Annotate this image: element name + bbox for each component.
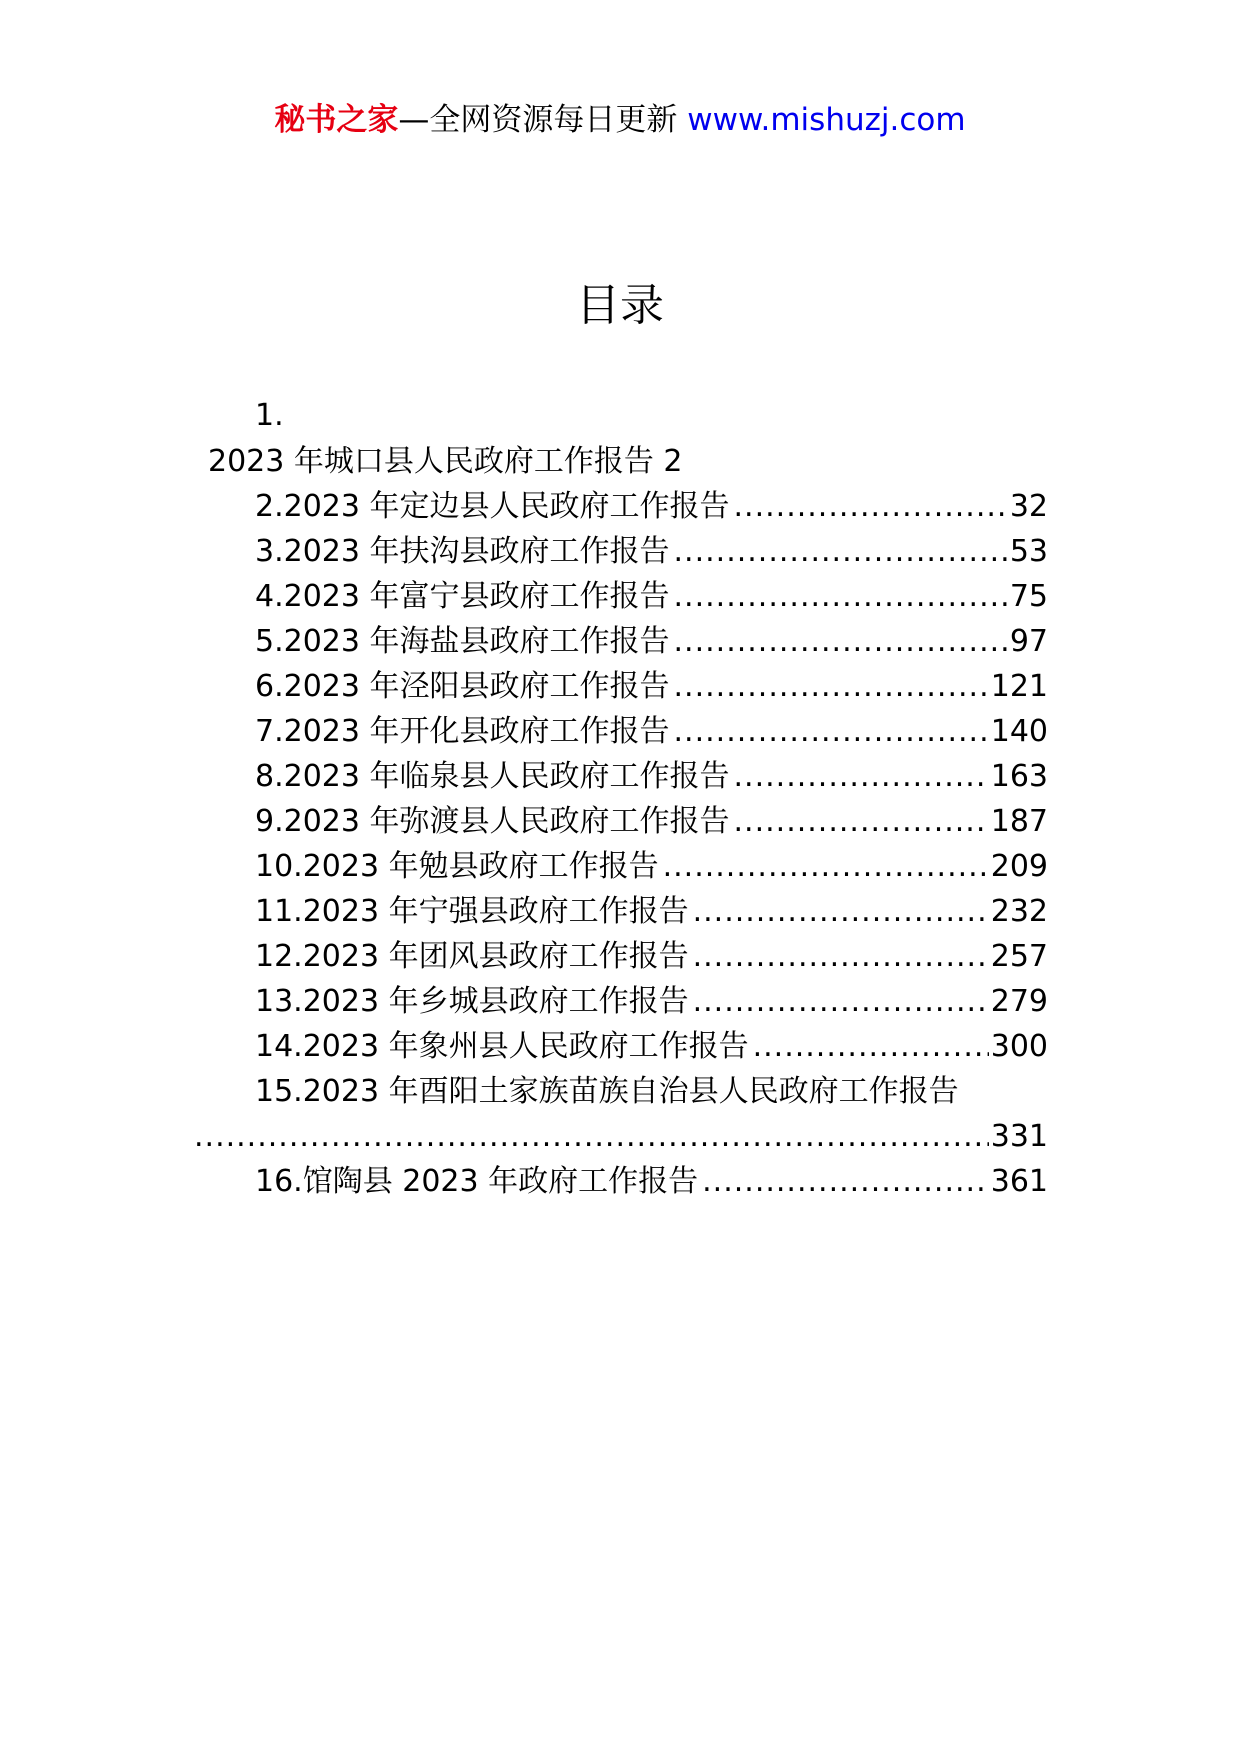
toc-item-page: 361 bbox=[990, 1164, 1048, 1199]
header-tagline: —全网资源每日更新 bbox=[398, 102, 678, 138]
site-url-link[interactable]: www.mishuzj.com bbox=[687, 102, 966, 138]
toc-item[interactable] bbox=[255, 982, 1048, 1022]
toc-item-title: 4.2023 年富宁县政府工作报告 bbox=[255, 579, 670, 614]
toc-item-page: 209 bbox=[990, 849, 1048, 884]
dot-leader bbox=[670, 532, 1008, 572]
toc-item[interactable] bbox=[255, 847, 1048, 887]
toc-item-title: 10.2023 年勉县政府工作报告 bbox=[255, 849, 659, 884]
toc-item-15-title[interactable]: 15.2023 年酉阳土家族苗族自治县人民政府工作报告 bbox=[255, 1074, 959, 1109]
toc-item-title: 3.2023 年扶沟县政府工作报告 bbox=[255, 534, 670, 569]
toc-item-page: 163 bbox=[990, 759, 1048, 794]
toc-item[interactable] bbox=[255, 577, 1048, 617]
dot-leader bbox=[670, 622, 1008, 662]
toc-item-page: 121 bbox=[990, 669, 1048, 704]
dot-leader bbox=[689, 937, 989, 977]
toc-item-title: 7.2023 年开化县政府工作报告 bbox=[255, 714, 670, 749]
dot-leader bbox=[689, 892, 989, 932]
dot-leader bbox=[670, 667, 989, 707]
toc-item-title: 16.馆陶县 2023 年政府工作报告 bbox=[255, 1164, 699, 1199]
toc-item-page: 232 bbox=[990, 894, 1048, 929]
toc-item-title: 11.2023 年宁强县政府工作报告 bbox=[255, 894, 689, 929]
toc-item-page: 75 bbox=[1009, 579, 1048, 614]
toc-item[interactable] bbox=[255, 622, 1048, 662]
toc-item-1-number: 1. bbox=[255, 398, 284, 433]
toc-item[interactable] bbox=[255, 712, 1048, 752]
dot-leader bbox=[659, 847, 989, 887]
toc-item[interactable] bbox=[255, 937, 1048, 977]
toc-item-page: 187 bbox=[990, 804, 1048, 839]
toc-item-page: 300 bbox=[990, 1029, 1048, 1064]
toc-item-title: 13.2023 年乡城县政府工作报告 bbox=[255, 984, 689, 1019]
toc-item-page: 140 bbox=[990, 714, 1048, 749]
toc-item-title: 5.2023 年海盐县政府工作报告 bbox=[255, 624, 670, 659]
site-header bbox=[0, 100, 1240, 140]
toc-item[interactable] bbox=[255, 667, 1048, 707]
toc-item-title: 14.2023 年象州县人民政府工作报告 bbox=[255, 1029, 749, 1064]
toc-item-page: 32 bbox=[1009, 489, 1048, 524]
page-title: 目录 bbox=[576, 280, 664, 331]
toc-item-title: 9.2023 年弥渡县人民政府工作报告 bbox=[255, 804, 730, 839]
dot-leader bbox=[670, 577, 1008, 617]
toc-item-1[interactable]: 2023 年城口县人民政府工作报告 2 bbox=[208, 444, 683, 479]
toc-item[interactable] bbox=[255, 757, 1048, 797]
toc-item[interactable] bbox=[255, 487, 1048, 527]
dot-leader bbox=[730, 487, 1008, 527]
toc-item-page: 53 bbox=[1009, 534, 1048, 569]
dot-leader bbox=[190, 1117, 989, 1157]
dot-leader bbox=[670, 712, 989, 752]
toc-item-title: 2.2023 年定边县人民政府工作报告 bbox=[255, 489, 730, 524]
toc-item[interactable] bbox=[255, 892, 1048, 932]
dot-leader bbox=[698, 1162, 989, 1202]
toc-item-page: 279 bbox=[990, 984, 1048, 1019]
dot-leader bbox=[730, 757, 989, 797]
toc-item[interactable] bbox=[255, 802, 1048, 842]
toc-item-title: 12.2023 年团风县政府工作报告 bbox=[255, 939, 689, 974]
dot-leader bbox=[730, 802, 989, 842]
toc-item-title: 6.2023 年泾阳县政府工作报告 bbox=[255, 669, 670, 704]
toc-item-15-continuation[interactable] bbox=[190, 1117, 1048, 1157]
toc-item-16[interactable] bbox=[255, 1162, 1048, 1202]
toc-item[interactable] bbox=[255, 1027, 1048, 1067]
toc-item-page: 97 bbox=[1009, 624, 1048, 659]
dot-leader bbox=[689, 982, 989, 1022]
dot-leader bbox=[749, 1027, 989, 1067]
toc-item-page: 331 bbox=[990, 1119, 1048, 1154]
toc-item-page: 257 bbox=[990, 939, 1048, 974]
toc-item[interactable] bbox=[255, 532, 1048, 572]
brand-name: 秘书之家 bbox=[274, 102, 399, 138]
toc-item-title: 8.2023 年临泉县人民政府工作报告 bbox=[255, 759, 730, 794]
